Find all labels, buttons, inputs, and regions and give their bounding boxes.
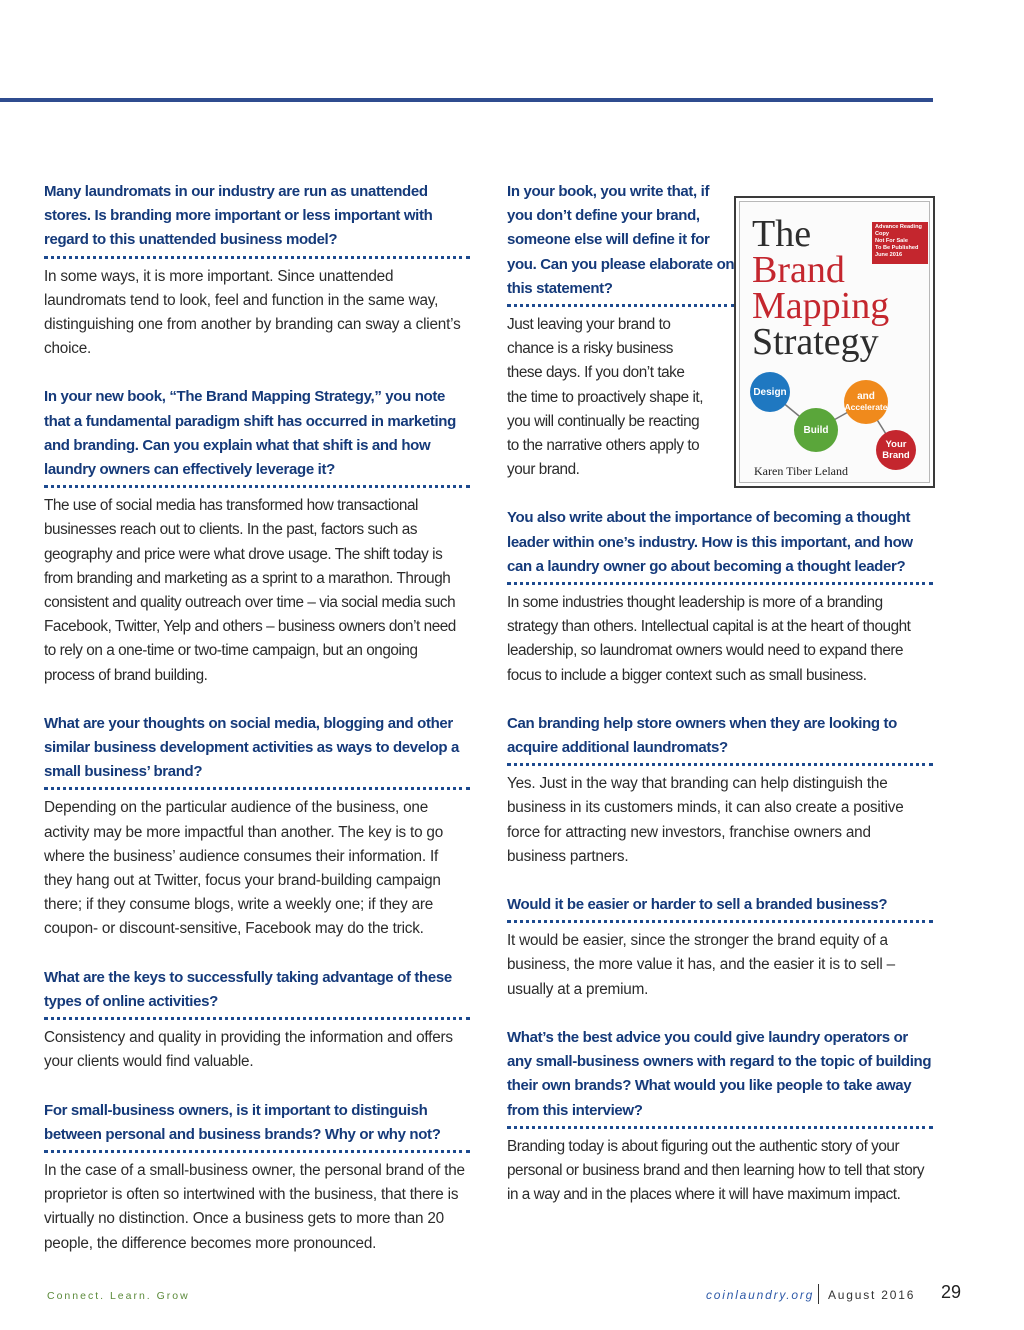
question: For small-business owners, is it important to distinguish between personal and business brands? Why or why not? [44,1099,470,1153]
qa-block [507,712,933,869]
qa-block [507,1026,933,1207]
top-rule [0,98,933,102]
answer: The use of social media has transformed how transactional businesses reach out to clients. In the past, factors such as geography and price were what drove usage. The shift today is from branding and marketing as a sprint to a marathon. Through consistent and quality outreach over time – via social media such Facebook, Twitter, Yelp and others – business owners don’t need to rely on a one-time or two-time campaign, but an ongoing process of brand building. [44,497,456,684]
book-title-the: The [752,213,812,255]
question: What are the keys to successfully taking advantage of these types of online activities? [44,966,470,1020]
qa-block [44,966,470,1075]
footer-tagline: Connect. Learn. Grow [47,1290,190,1302]
build-label: Build [803,424,829,436]
advance-line: Not For Sale [875,238,908,244]
build-circle [794,408,838,452]
question: In your new book, “The Brand Mapping Strategy,” you note that a fundamental paradigm shift has occurred in marketing and branding. Can you explain what that shift is and how laundry owners can effectively leverage it? [44,385,470,488]
answer: Depending on the particular audience of the business, one activity may be more impactful than another. The key is to go where the business’ audience consumes their information. If they hang out at Twitter, focus your brand-building campaign there; if they consume blogs, write a weekly one; if they are coupon- or discount-sensitive, Facebook may do the trick. [44,799,444,938]
answer: In some industries thought leadership is more of a branding strategy than others. Intellectual capital is at the heart of thought leadership, so laundromat owners would need to expand there focus to include a bigger context such as small business. [507,594,911,684]
answer: In the case of a small-business owner, the personal brand of the proprietor is often so intertwined with the business, that there is virtually no distinction. Once a business gets to more than 20 people, the difference becomes more pronounced. [44,1161,465,1252]
qa-block [44,1099,470,1256]
qa-block [507,893,933,1002]
book-cover-image [734,196,935,488]
answer: It would be easier, since the stronger the brand equity of a business, the more value it has, and the easier it is to sell – usually at a premium. [507,932,895,998]
qa-block [507,506,933,687]
answer: In some ways, it is more important. Since unattended laundromats tend to look, feel and function in the same way, distinguishing one from another by branding can sway a client’s choice. [44,267,461,358]
page-number: 29 [941,1282,962,1302]
book-title-brand: Brand [752,249,845,291]
answer: Consistency and quality in providing the information and offers your clients would find valuable. [44,1029,453,1071]
qa-block [44,180,470,361]
brand-label-1: Your [885,439,907,450]
answer: Branding today is about figuring out the authentic story of your personal or business brand and then learning how to tell that story in a way and in the places where it will have maximum impact. [507,1137,925,1204]
advance-line: Advance Reading Copy [875,224,922,237]
left-column [44,180,470,1280]
footer-site-link[interactable]: coinlaundry.org [706,1288,815,1302]
brand-label-2: Brand [882,450,910,461]
question: You also write about the importance of becoming a thought leader within one’s industry. How is this important, and how can a laundry owner go about becoming a thought leader? [507,506,933,585]
footer-date: August 2016 [828,1288,916,1302]
design-label: Design [753,386,787,398]
question: Many laundromats in our industry are run as unattended stores. Is branding more important or less important with regard to this unattended business model? [44,180,470,259]
footer-separator [818,1284,819,1304]
accelerate-label-2: Accelerate [844,402,888,412]
book-title-strategy: Strategy [752,321,879,363]
accelerate-circle [844,380,888,424]
question: What’s the best advice you could give laundry operators or any small-business owners with regard to the topic of building their own brands? What would you like people to take away from this interview? [507,1026,933,1129]
answer: Just leaving your brand to chance is a risky business these days. If you don’t take the time to proactively shape it, you will continually be reacting to the narrative others apply to your brand. [507,316,704,479]
advance-line: June 2016 [875,252,903,258]
book-author: Karen Tiber Leland [754,464,848,478]
your-brand-circle [876,430,916,470]
question: Can branding help store owners when they are looking to acquire additional laundromats? [507,712,933,766]
question: Would it be easier or harder to sell a branded business? [507,893,933,923]
book-title-mapping: Mapping [752,285,890,327]
question: In your book, you write that, if you don’t define your brand, someone else will define it for you. Can you please elaborate on this statement? [507,180,735,307]
qa-block [44,385,470,687]
accelerate-label-1: and [857,391,875,402]
advance-line: To Be Published [875,245,919,251]
design-circle [750,372,790,412]
answer: Yes. Just in the way that branding can help distinguish the business in its customers minds, it can also create a positive force for attracting new investors, franchise owners and business partners. [507,775,904,865]
book-cover-inner [739,201,930,483]
question: What are your thoughts on social media, blogging and other similar business development activities as ways to develop a small business’ brand? [44,712,470,791]
qa-block [44,712,470,942]
